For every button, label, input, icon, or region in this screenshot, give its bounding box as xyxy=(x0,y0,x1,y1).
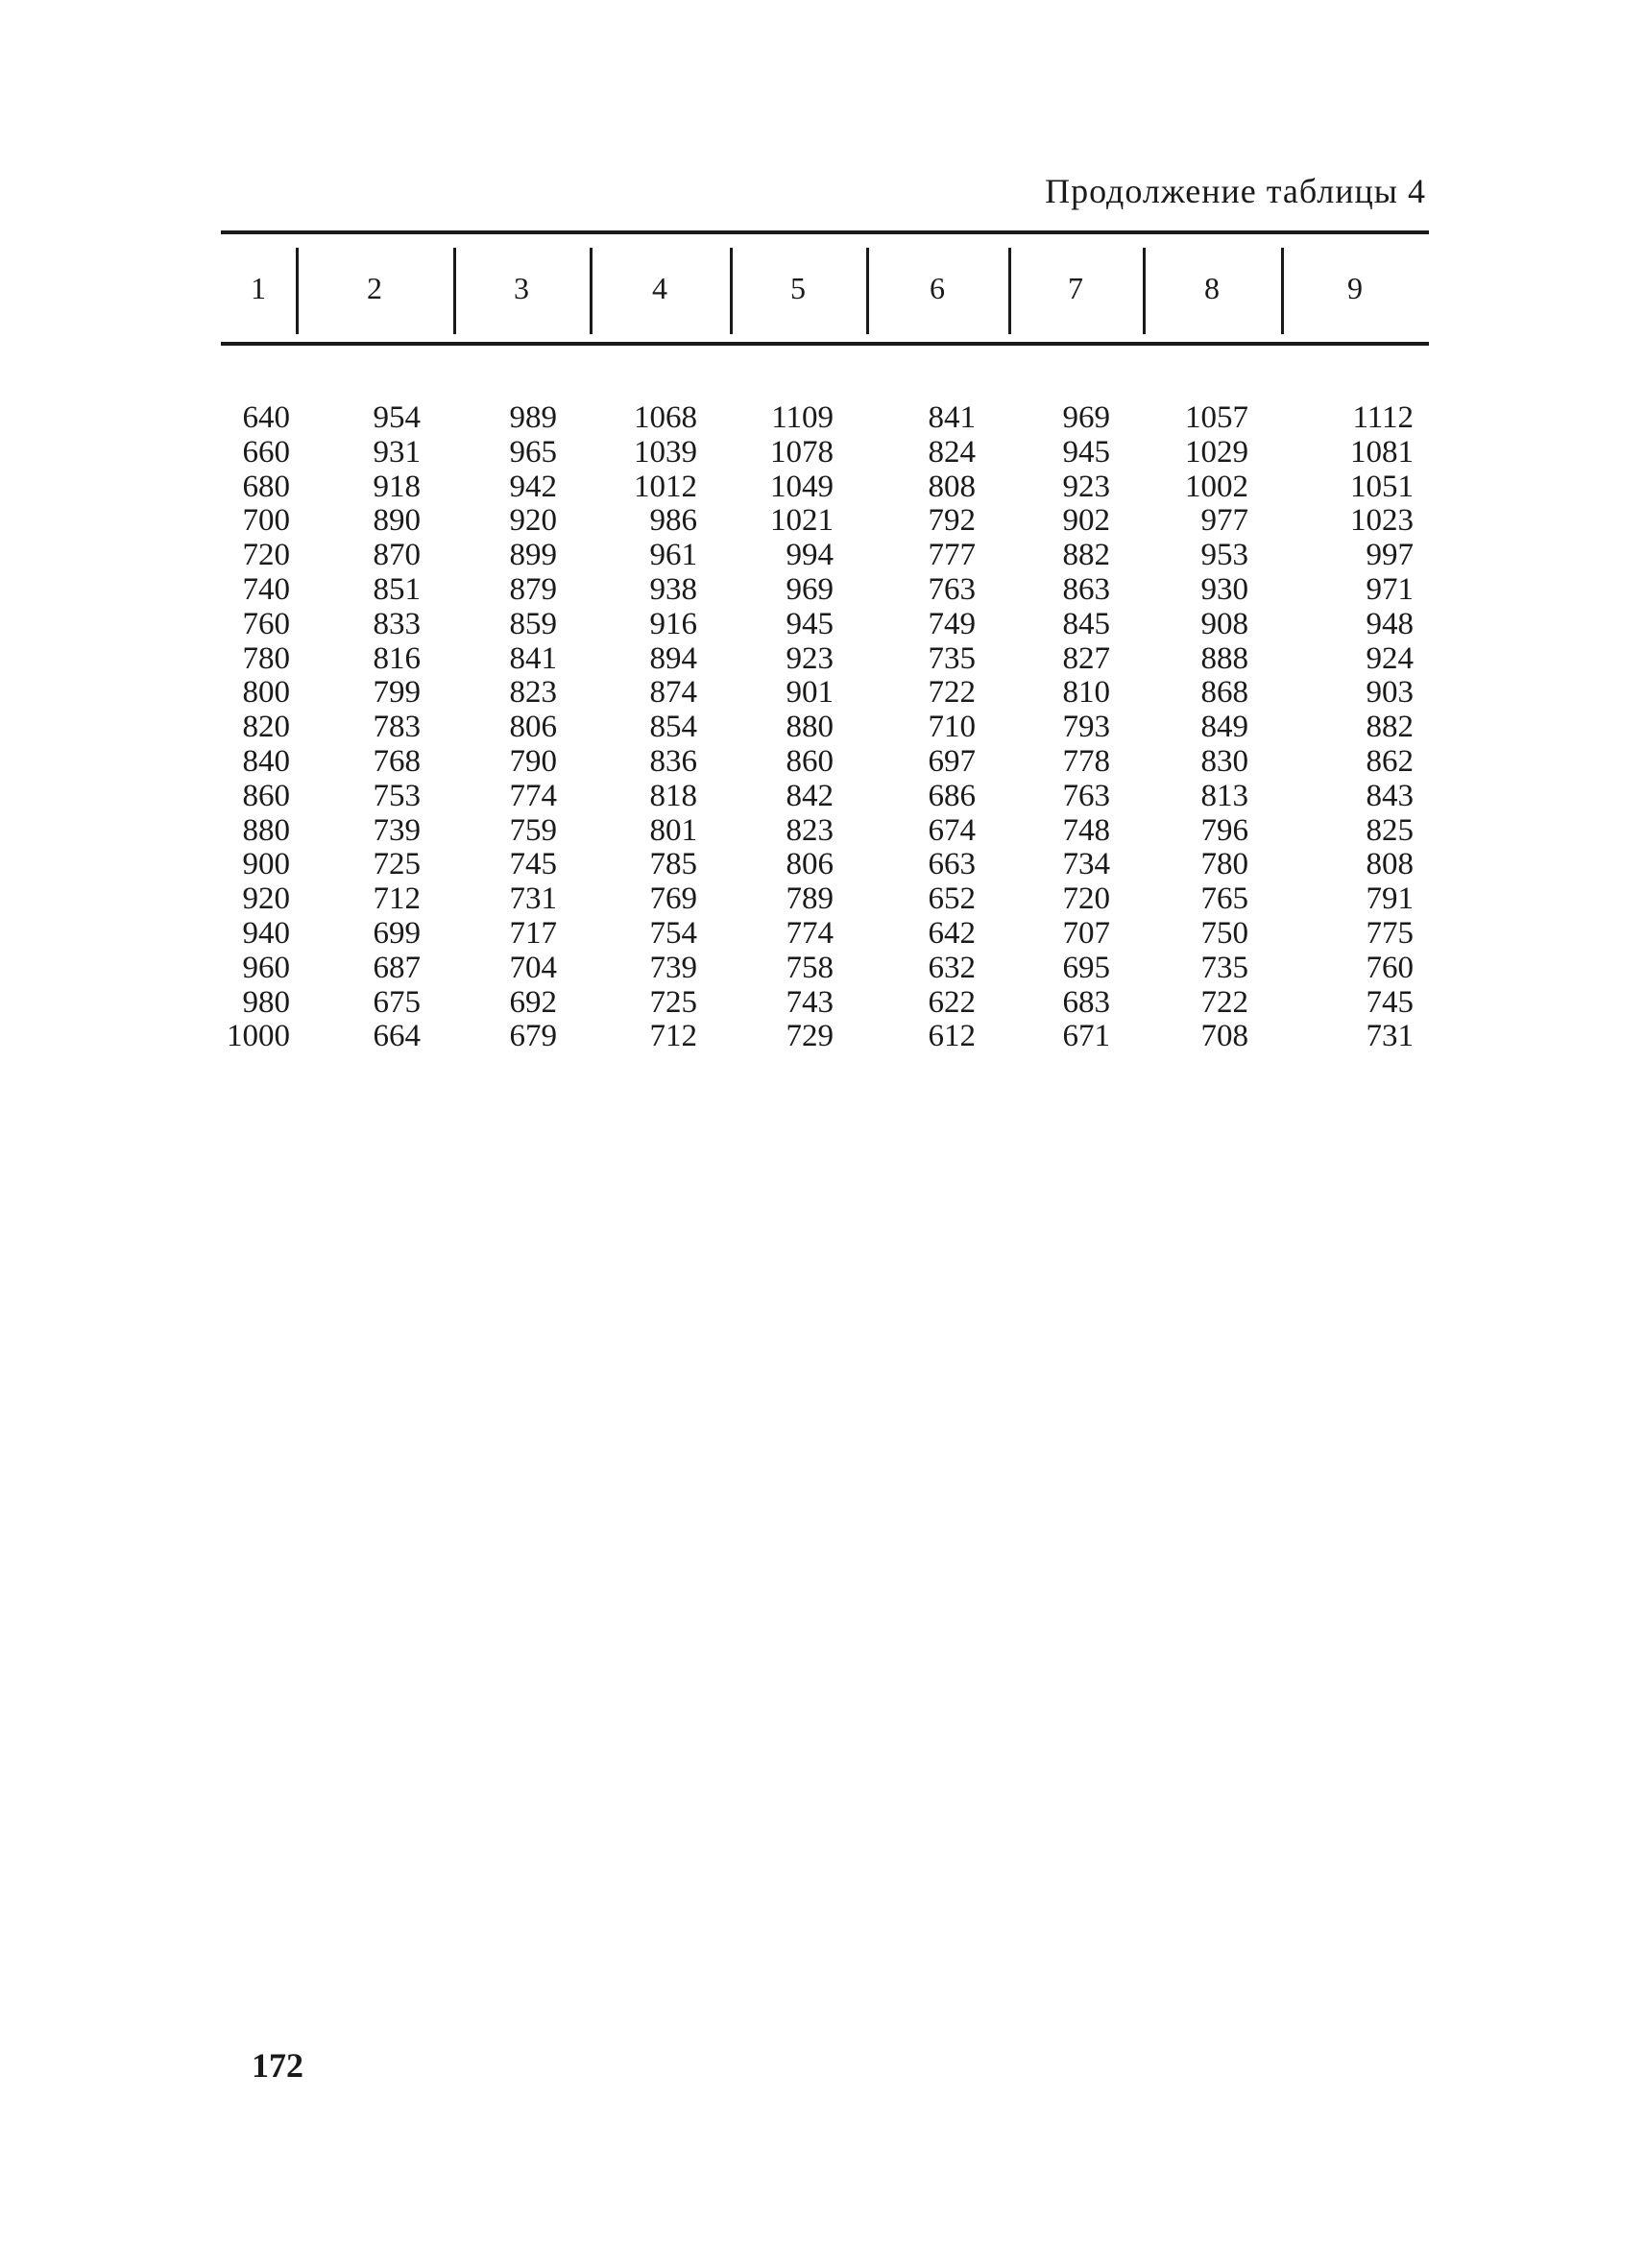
table-cell: 842 xyxy=(786,778,834,813)
table-cell: 664 xyxy=(373,1019,421,1054)
table-row xyxy=(221,676,1429,711)
table-cell: 977 xyxy=(1200,503,1248,539)
table-cell: 1000 xyxy=(227,1019,290,1054)
header-row xyxy=(221,232,1429,344)
table-cell: 680 xyxy=(242,469,290,504)
table-cell: 843 xyxy=(1366,778,1414,813)
column-header: 1 xyxy=(251,270,266,305)
table-caption: Продолжение таблицы 4 xyxy=(1045,172,1426,210)
table-row xyxy=(221,848,1429,882)
table-cell: 720 xyxy=(1062,881,1110,917)
table-cell: 725 xyxy=(649,984,697,1020)
column-header: 4 xyxy=(590,232,730,344)
table-cell: 938 xyxy=(649,571,697,607)
table-cell: 674 xyxy=(928,812,976,848)
table-cell: 660 xyxy=(242,434,290,470)
table-cell: 882 xyxy=(1366,710,1414,745)
table-cell: 708 xyxy=(1200,1019,1248,1054)
table-cell: 760 xyxy=(1366,950,1414,985)
table-cell: 739 xyxy=(373,812,421,848)
table-cell: 823 xyxy=(509,675,557,711)
table-cell: 1051 xyxy=(1350,469,1414,504)
table-cell: 700 xyxy=(242,503,290,539)
table-cell: 969 xyxy=(1062,400,1110,435)
table-cell: 918 xyxy=(373,469,421,504)
table-cell: 687 xyxy=(373,950,421,985)
column-header: 2 xyxy=(296,232,453,344)
table-row xyxy=(221,436,1429,470)
table-cell: 880 xyxy=(786,710,834,745)
table-cell: 908 xyxy=(1200,606,1248,641)
table-cell: 986 xyxy=(649,503,697,539)
table-cell: 745 xyxy=(509,847,557,882)
table-row xyxy=(221,344,1429,436)
table-cell: 777 xyxy=(928,538,976,573)
table-row xyxy=(221,573,1429,608)
table-cell: 735 xyxy=(928,640,976,676)
table-cell: 722 xyxy=(928,675,976,711)
table-cell: 796 xyxy=(1200,812,1248,848)
table-cell: 1078 xyxy=(770,434,834,470)
table-cell: 695 xyxy=(1062,950,1110,985)
table-cell: 830 xyxy=(1200,743,1248,779)
table-cell: 642 xyxy=(928,915,976,951)
table-cell: 920 xyxy=(242,881,290,917)
table-cell: 916 xyxy=(649,606,697,641)
table-row xyxy=(221,745,1429,780)
table-cell: 632 xyxy=(928,950,976,985)
column-header: 5 xyxy=(730,232,866,344)
table-body xyxy=(221,344,1429,1054)
table-cell: 860 xyxy=(786,743,834,779)
table-cell: 793 xyxy=(1062,710,1110,745)
table-cell: 948 xyxy=(1366,606,1414,641)
table-cell: 725 xyxy=(373,847,421,882)
table-cell: 778 xyxy=(1062,743,1110,779)
table-cell: 845 xyxy=(1062,606,1110,641)
table-cell: 699 xyxy=(373,915,421,951)
table-cell: 791 xyxy=(1366,881,1414,917)
table-cell: 671 xyxy=(1062,1019,1110,1054)
table-cell: 740 xyxy=(242,571,290,607)
table-cell: 969 xyxy=(786,571,834,607)
table-cell: 880 xyxy=(242,812,290,848)
table-row xyxy=(221,1020,1429,1054)
table-cell: 854 xyxy=(649,710,697,745)
table-cell: 930 xyxy=(1200,571,1248,607)
table-cell: 652 xyxy=(928,881,976,917)
table-cell: 785 xyxy=(649,847,697,882)
table-cell: 841 xyxy=(509,640,557,676)
table-cell: 640 xyxy=(242,400,290,435)
table-cell: 841 xyxy=(928,400,976,435)
table-cell: 997 xyxy=(1366,538,1414,573)
table-cell: 820 xyxy=(242,710,290,745)
table-cell: 783 xyxy=(373,710,421,745)
table-cell: 717 xyxy=(509,915,557,951)
table-cell: 931 xyxy=(373,434,421,470)
table-cell: 735 xyxy=(1200,950,1248,985)
table-cell: 769 xyxy=(649,881,697,917)
table-cell: 818 xyxy=(649,778,697,813)
table-cell: 862 xyxy=(1366,743,1414,779)
table-cell: 801 xyxy=(649,812,697,848)
table-cell: 965 xyxy=(509,434,557,470)
table-cell: 1057 xyxy=(1185,400,1248,435)
table-cell: 743 xyxy=(786,984,834,1020)
column-header: 6 xyxy=(866,232,1008,344)
table-cell: 774 xyxy=(509,778,557,813)
page-number: 172 xyxy=(252,2046,303,2085)
table-cell: 851 xyxy=(373,571,421,607)
table-cell: 980 xyxy=(242,984,290,1020)
column-header: 7 xyxy=(1008,232,1143,344)
table-cell: 748 xyxy=(1062,812,1110,848)
table-cell: 1109 xyxy=(771,400,834,435)
table-cell: 1012 xyxy=(634,469,697,504)
column-header: 3 xyxy=(453,232,590,344)
table-cell: 920 xyxy=(509,503,557,539)
table-cell: 923 xyxy=(786,640,834,676)
table-cell: 759 xyxy=(509,812,557,848)
table-cell: 810 xyxy=(1062,675,1110,711)
table-cell: 840 xyxy=(242,743,290,779)
table-cell: 774 xyxy=(786,915,834,951)
table-cell: 945 xyxy=(786,606,834,641)
table-cell: 686 xyxy=(928,778,976,813)
table-cell: 745 xyxy=(1366,984,1414,1020)
table-cell: 753 xyxy=(373,778,421,813)
table-cell: 739 xyxy=(649,950,697,985)
table-cell: 683 xyxy=(1062,984,1110,1020)
table-cell: 612 xyxy=(928,1019,976,1054)
table-row xyxy=(221,814,1429,849)
table-cell: 833 xyxy=(373,606,421,641)
table-cell: 734 xyxy=(1062,847,1110,882)
table-cell: 792 xyxy=(928,503,976,539)
table-cell: 780 xyxy=(242,640,290,676)
table-cell: 765 xyxy=(1200,881,1248,917)
table-cell: 758 xyxy=(786,950,834,985)
table-row xyxy=(221,882,1429,917)
table-cell: 697 xyxy=(928,743,976,779)
table-cell: 806 xyxy=(509,710,557,745)
table-cell: 860 xyxy=(242,778,290,813)
table-row xyxy=(221,504,1429,539)
table-row xyxy=(221,986,1429,1021)
table-cell: 989 xyxy=(509,400,557,435)
table-cell: 707 xyxy=(1062,915,1110,951)
table-cell: 808 xyxy=(1366,847,1414,882)
table-cell: 710 xyxy=(928,710,976,745)
data-table xyxy=(221,230,1429,1054)
table-cell: 849 xyxy=(1200,710,1248,745)
table-row xyxy=(221,780,1429,814)
table-cell: 1039 xyxy=(634,434,697,470)
column-header: 9 xyxy=(1281,232,1429,344)
table-cell: 960 xyxy=(242,950,290,985)
table-cell: 994 xyxy=(786,538,834,573)
table-cell: 775 xyxy=(1366,915,1414,951)
table-cell: 870 xyxy=(373,538,421,573)
table-cell: 1023 xyxy=(1350,503,1414,539)
table-cell: 754 xyxy=(649,915,697,951)
table-cell: 954 xyxy=(373,400,421,435)
table-cell: 731 xyxy=(509,881,557,917)
table-cell: 750 xyxy=(1200,915,1248,951)
table-cell: 808 xyxy=(928,469,976,504)
table-cell: 902 xyxy=(1062,503,1110,539)
table-cell: 763 xyxy=(1062,778,1110,813)
table-cell: 622 xyxy=(928,984,976,1020)
table-cell: 894 xyxy=(649,640,697,676)
table-cell: 780 xyxy=(1200,847,1248,882)
table-cell: 863 xyxy=(1062,571,1110,607)
table-cell: 824 xyxy=(928,434,976,470)
table-cell: 903 xyxy=(1366,675,1414,711)
column-header: 8 xyxy=(1143,232,1281,344)
table-cell: 799 xyxy=(373,675,421,711)
table-cell: 768 xyxy=(373,743,421,779)
table-cell: 924 xyxy=(1366,640,1414,676)
table-cell: 1068 xyxy=(634,400,697,435)
table-cell: 945 xyxy=(1062,434,1110,470)
table-cell: 729 xyxy=(786,1019,834,1054)
table-cell: 760 xyxy=(242,606,290,641)
table-cell: 790 xyxy=(509,743,557,779)
table-cell: 879 xyxy=(509,571,557,607)
table-cell: 882 xyxy=(1062,538,1110,573)
table-cell: 900 xyxy=(242,847,290,882)
table-container xyxy=(221,230,1429,1054)
table-cell: 806 xyxy=(786,847,834,882)
table-cell: 813 xyxy=(1200,778,1248,813)
table-row xyxy=(221,539,1429,573)
table-cell: 816 xyxy=(373,640,421,676)
table-cell: 827 xyxy=(1062,640,1110,676)
table-cell: 1081 xyxy=(1350,434,1414,470)
table-row xyxy=(221,470,1429,505)
table-cell: 971 xyxy=(1366,571,1414,607)
table-cell: 923 xyxy=(1062,469,1110,504)
table-cell: 722 xyxy=(1200,984,1248,1020)
table-cell: 712 xyxy=(649,1019,697,1054)
table-cell: 859 xyxy=(509,606,557,641)
table-cell: 1049 xyxy=(770,469,834,504)
table-cell: 874 xyxy=(649,675,697,711)
table-cell: 823 xyxy=(786,812,834,848)
table-cell: 704 xyxy=(509,950,557,985)
table-cell: 675 xyxy=(373,984,421,1020)
table-cell: 1021 xyxy=(770,503,834,539)
table-cell: 942 xyxy=(509,469,557,504)
table-cell: 763 xyxy=(928,571,976,607)
table-cell: 1029 xyxy=(1185,434,1248,470)
table-cell: 888 xyxy=(1200,640,1248,676)
table-cell: 940 xyxy=(242,915,290,951)
table-cell: 663 xyxy=(928,847,976,882)
table-cell: 836 xyxy=(649,743,697,779)
table-cell: 901 xyxy=(786,675,834,711)
table-cell: 679 xyxy=(509,1019,557,1054)
table-cell: 868 xyxy=(1200,675,1248,711)
table-cell: 789 xyxy=(786,881,834,917)
table-cell: 825 xyxy=(1366,812,1414,848)
table-cell: 731 xyxy=(1366,1019,1414,1054)
table-cell: 1112 xyxy=(1352,400,1414,435)
table-cell: 749 xyxy=(928,606,976,641)
table-row xyxy=(221,711,1429,745)
table-cell: 800 xyxy=(242,675,290,711)
table-cell: 953 xyxy=(1200,538,1248,573)
table-cell: 890 xyxy=(373,503,421,539)
table-cell: 1002 xyxy=(1185,469,1248,504)
table-header xyxy=(221,232,1429,344)
table-cell: 720 xyxy=(242,538,290,573)
table-cell: 712 xyxy=(373,881,421,917)
table-row xyxy=(221,917,1429,952)
table-row xyxy=(221,642,1429,677)
table-cell: 899 xyxy=(509,538,557,573)
table-cell: 692 xyxy=(509,984,557,1020)
table-row xyxy=(221,952,1429,986)
table-row xyxy=(221,608,1429,642)
table-cell: 961 xyxy=(649,538,697,573)
